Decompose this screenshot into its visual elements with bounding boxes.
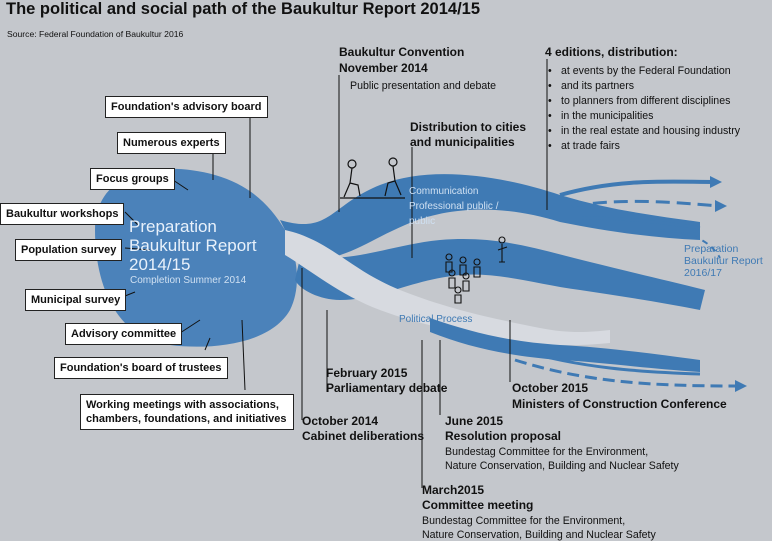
political-process-label: Political Process	[399, 314, 473, 325]
editions-item: • in the municipalities	[545, 109, 740, 124]
arrow-head-1	[710, 176, 722, 188]
oct2014-event: Cabinet deliberations	[302, 429, 425, 443]
box-working-meetings: Working meetings with associations, chambers, foundations, and initiatives	[80, 394, 294, 430]
box-experts: Numerous experts	[117, 132, 226, 154]
march2015-desc-line-2: Nature Conservation, Building and Nuclear Safety	[422, 529, 656, 541]
box-trustees: Foundation's board of trustees	[54, 357, 228, 379]
feb2015-event: Parliamentary debate	[326, 381, 448, 395]
flow-line-1	[560, 182, 715, 195]
editions-item: • at events by the Federal Foundation	[545, 64, 740, 79]
preparation-title-line-2: Baukultur Report	[129, 236, 257, 255]
march2015-date: March2015	[422, 483, 485, 497]
next-report-line-2: Baukultur Report	[684, 255, 763, 267]
arrow-head-3	[735, 380, 747, 392]
box-municipal-survey: Municipal survey	[25, 289, 126, 311]
march2015-desc-line-1: Bundestag Committee for the Environment,	[422, 515, 626, 527]
convention-desc: Public presentation and debate	[350, 80, 497, 92]
convention-title-line-2: November 2014	[339, 61, 428, 75]
oct2015-date: October 2015	[512, 381, 589, 395]
box-focus-groups: Focus groups	[90, 168, 175, 190]
editions-item: • at trade fairs	[545, 139, 740, 154]
june2015-event: Resolution proposal	[445, 429, 562, 443]
communication-line-2: Professional public /	[409, 201, 499, 212]
oct2014-date: October 2014	[302, 414, 379, 428]
box-advisory-board: Foundation's advisory board	[105, 96, 268, 118]
editions-item: • and its partners	[545, 79, 740, 94]
feb2015-date: February 2015	[326, 366, 408, 380]
preparation-title-line-1: Preparation	[129, 217, 217, 236]
distribution-cities-line-1: Distribution to cities	[410, 120, 527, 134]
editions-item: • to planners from different disciplines	[545, 94, 740, 109]
page-title: The political and social path of the Baukultur Report 2014/15	[6, 0, 481, 18]
june2015-desc-line-1: Bundestag Committee for the Environment,	[445, 446, 649, 458]
oct2015-event: Ministers of Construction Conference	[512, 397, 727, 411]
march2015-event: Committee meeting	[422, 498, 534, 512]
preparation-subtitle: Completion Summer 2014	[130, 275, 247, 286]
box-advisory-committee: Advisory committee	[65, 323, 182, 345]
communication-line-3: public	[409, 216, 436, 227]
source-note: Source: Federal Foundation of Baukultur 2016	[7, 29, 184, 39]
preparation-blob	[95, 169, 297, 347]
june2015-date: June 2015	[445, 414, 504, 428]
convention-title-line-1: Baukultur Convention	[339, 45, 465, 59]
editions-list	[545, 64, 740, 154]
editions-item: • in the real estate and housing industry	[545, 124, 740, 139]
distribution-cities-line-2: and municipalities	[410, 135, 515, 149]
preparation-title-line-3: 2014/15	[129, 255, 191, 274]
next-report-line-1: Preparation	[684, 243, 739, 255]
editions-title: 4 editions, distribution:	[545, 45, 678, 59]
next-report-line-3: 2016/17	[684, 267, 722, 279]
arrow-head-2	[715, 200, 727, 212]
june2015-desc-line-2: Nature Conservation, Building and Nuclear Safety	[445, 460, 679, 472]
box-population-survey: Population survey	[15, 239, 122, 261]
communication-line-1: Communication	[409, 186, 479, 197]
box-workshops: Baukultur workshops	[0, 203, 124, 225]
